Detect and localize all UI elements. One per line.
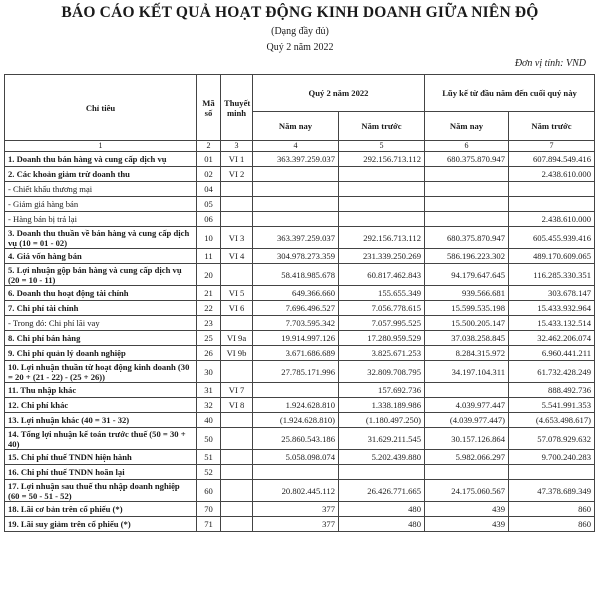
table-row bbox=[5, 316, 595, 331]
row-quarter-prior: 26.426.771.665 bbox=[339, 480, 425, 502]
row-label: 4. Giá vốn hàng bán bbox=[5, 249, 197, 264]
row-code: 32 bbox=[197, 398, 221, 413]
row-quarter-prior: 292.156.713.112 bbox=[339, 227, 425, 249]
row-quarter-current: 649.366.660 bbox=[253, 286, 339, 301]
row-ytd-current bbox=[425, 167, 509, 182]
row-quarter-prior: 5.202.439.880 bbox=[339, 450, 425, 465]
row-label: 3. Doanh thu thuần về bán hàng và cung cấp dịch vụ (10 = 01 - 02) bbox=[5, 227, 197, 249]
row-quarter-current: 20.802.445.112 bbox=[253, 480, 339, 502]
row-quarter-prior: (1.180.497.250) bbox=[339, 413, 425, 428]
row-label: 14. Tổng lợi nhuận kế toán trước thuế (50 = 30 + 40) bbox=[5, 428, 197, 450]
row-quarter-current bbox=[253, 465, 339, 480]
row-ytd-prior: 860 bbox=[509, 502, 595, 517]
row-quarter-prior: 231.339.250.269 bbox=[339, 249, 425, 264]
col-ytd-prior: Năm trước bbox=[509, 112, 595, 141]
report-period: Quý 2 năm 2022 bbox=[266, 42, 334, 53]
row-ytd-current: 30.157.126.864 bbox=[425, 428, 509, 450]
row-quarter-current: (1.924.628.810) bbox=[253, 413, 339, 428]
row-note bbox=[221, 428, 253, 450]
row-quarter-prior bbox=[339, 197, 425, 212]
row-quarter-prior: 1.338.189.986 bbox=[339, 398, 425, 413]
row-label: 10. Lợi nhuận thuần từ hoạt động kinh doanh (30 = 20 + (21 - 22) - (25 + 26)) bbox=[5, 361, 197, 383]
row-quarter-prior: 292.156.713.112 bbox=[339, 152, 425, 167]
table-row bbox=[5, 249, 595, 264]
row-ytd-current: 680.375.870.947 bbox=[425, 227, 509, 249]
col-quarter-prior: Năm trước bbox=[339, 112, 425, 141]
row-label: 11. Thu nhập khác bbox=[5, 383, 197, 398]
row-ytd-current bbox=[425, 182, 509, 197]
row-ytd-current: 439 bbox=[425, 502, 509, 517]
row-quarter-prior bbox=[339, 167, 425, 182]
row-ytd-current: 15.500.205.147 bbox=[425, 316, 509, 331]
row-ytd-prior: 489.170.609.065 bbox=[509, 249, 595, 264]
row-quarter-prior: 155.655.349 bbox=[339, 286, 425, 301]
table-row bbox=[5, 167, 595, 182]
row-quarter-current: 5.058.098.074 bbox=[253, 450, 339, 465]
table-row bbox=[5, 413, 595, 428]
row-code: 21 bbox=[197, 286, 221, 301]
row-quarter-prior: 17.280.959.529 bbox=[339, 331, 425, 346]
table-row bbox=[5, 197, 595, 212]
row-quarter-current: 25.860.543.186 bbox=[253, 428, 339, 450]
row-label: 1. Doanh thu bán hàng và cung cấp dịch vụ bbox=[5, 152, 197, 167]
col-ytd-current: Năm nay bbox=[425, 112, 509, 141]
row-quarter-prior: 7.056.778.615 bbox=[339, 301, 425, 316]
row-label: 15. Chi phí thuế TNDN hiện hành bbox=[5, 450, 197, 465]
row-note: VI 4 bbox=[221, 249, 253, 264]
row-label: - Chiết khấu thương mại bbox=[5, 182, 197, 197]
row-ytd-current: 4.039.977.447 bbox=[425, 398, 509, 413]
row-code: 31 bbox=[197, 383, 221, 398]
row-ytd-prior: 9.700.240.283 bbox=[509, 450, 595, 465]
table-row bbox=[5, 264, 595, 286]
table-row bbox=[5, 227, 595, 249]
row-quarter-prior: 480 bbox=[339, 502, 425, 517]
row-label: 13. Lợi nhuận khác (40 = 31 - 32) bbox=[5, 413, 197, 428]
row-code: 05 bbox=[197, 197, 221, 212]
row-ytd-prior bbox=[509, 465, 595, 480]
row-code: 26 bbox=[197, 346, 221, 361]
row-label: 9. Chi phí quản lý doanh nghiệp bbox=[5, 346, 197, 361]
row-ytd-current bbox=[425, 383, 509, 398]
row-quarter-current: 304.978.273.359 bbox=[253, 249, 339, 264]
row-label: 18. Lãi cơ bản trên cổ phiếu (*) bbox=[5, 502, 197, 517]
table-row bbox=[5, 398, 595, 413]
row-quarter-current: 377 bbox=[253, 517, 339, 532]
row-ytd-current bbox=[425, 465, 509, 480]
row-note bbox=[221, 480, 253, 502]
report-subtitle: (Dạng đầy đủ) bbox=[271, 26, 329, 37]
row-code: 20 bbox=[197, 264, 221, 286]
column-index: 1 bbox=[5, 141, 197, 152]
row-label: 12. Chi phí khác bbox=[5, 398, 197, 413]
row-code: 22 bbox=[197, 301, 221, 316]
row-label: 6. Doanh thu hoạt động tài chính bbox=[5, 286, 197, 301]
row-ytd-prior: 116.285.330.351 bbox=[509, 264, 595, 286]
row-code: 70 bbox=[197, 502, 221, 517]
row-quarter-current: 377 bbox=[253, 502, 339, 517]
row-code: 01 bbox=[197, 152, 221, 167]
row-code: 30 bbox=[197, 361, 221, 383]
col-thuyet-minh: Thuyết minh bbox=[221, 75, 253, 141]
row-note bbox=[221, 413, 253, 428]
row-quarter-prior: 7.057.995.525 bbox=[339, 316, 425, 331]
row-note bbox=[221, 361, 253, 383]
row-ytd-prior: 32.462.206.074 bbox=[509, 331, 595, 346]
col-group-ytd: Lũy kế từ đầu năm đến cuối quý này bbox=[425, 75, 595, 112]
col-ma-so: Mã số bbox=[197, 75, 221, 141]
table-row bbox=[5, 517, 595, 532]
row-ytd-prior: (4.653.498.617) bbox=[509, 413, 595, 428]
row-label: 16. Chi phí thuế TNDN hoãn lại bbox=[5, 465, 197, 480]
row-ytd-current: 8.284.315.972 bbox=[425, 346, 509, 361]
column-index: 7 bbox=[509, 141, 595, 152]
row-quarter-current: 7.703.595.342 bbox=[253, 316, 339, 331]
row-quarter-prior bbox=[339, 465, 425, 480]
table-row bbox=[5, 212, 595, 227]
row-ytd-current bbox=[425, 212, 509, 227]
row-ytd-prior: 5.541.991.353 bbox=[509, 398, 595, 413]
row-ytd-current: 94.179.647.645 bbox=[425, 264, 509, 286]
row-ytd-prior bbox=[509, 197, 595, 212]
row-note: VI 9b bbox=[221, 346, 253, 361]
row-ytd-current: 939.566.681 bbox=[425, 286, 509, 301]
row-label: - Hàng bán bị trả lại bbox=[5, 212, 197, 227]
column-index: 3 bbox=[221, 141, 253, 152]
row-note: VI 8 bbox=[221, 398, 253, 413]
row-note: VI 3 bbox=[221, 227, 253, 249]
row-note: VI 7 bbox=[221, 383, 253, 398]
table-row bbox=[5, 182, 595, 197]
column-index: 2 bbox=[197, 141, 221, 152]
row-quarter-current: 3.671.686.689 bbox=[253, 346, 339, 361]
row-quarter-current bbox=[253, 197, 339, 212]
row-note: VI 1 bbox=[221, 152, 253, 167]
row-quarter-current: 363.397.259.037 bbox=[253, 152, 339, 167]
report-title: BÁO CÁO KẾT QUẢ HOẠT ĐỘNG KINH DOANH GIỮA NIÊN ĐỘ bbox=[61, 4, 539, 21]
row-quarter-prior bbox=[339, 212, 425, 227]
row-note bbox=[221, 182, 253, 197]
row-note bbox=[221, 450, 253, 465]
row-code: 10 bbox=[197, 227, 221, 249]
row-quarter-current: 7.696.496.527 bbox=[253, 301, 339, 316]
table-row bbox=[5, 383, 595, 398]
table-row bbox=[5, 152, 595, 167]
row-code: 71 bbox=[197, 517, 221, 532]
row-ytd-current: 680.375.870.947 bbox=[425, 152, 509, 167]
row-note bbox=[221, 197, 253, 212]
table-row bbox=[5, 331, 595, 346]
row-ytd-current: 5.982.066.297 bbox=[425, 450, 509, 465]
row-label: 19. Lãi suy giảm trên cổ phiếu (*) bbox=[5, 517, 197, 532]
row-ytd-prior: 61.732.428.249 bbox=[509, 361, 595, 383]
table-row bbox=[5, 361, 595, 383]
row-label: 8. Chi phí bán hàng bbox=[5, 331, 197, 346]
row-ytd-prior: 6.960.441.211 bbox=[509, 346, 595, 361]
row-note bbox=[221, 212, 253, 227]
row-label: 7. Chi phí tài chính bbox=[5, 301, 197, 316]
row-quarter-prior: 60.817.462.843 bbox=[339, 264, 425, 286]
row-ytd-current: (4.039.977.447) bbox=[425, 413, 509, 428]
row-quarter-prior: 3.825.671.253 bbox=[339, 346, 425, 361]
row-note: VI 9a bbox=[221, 331, 253, 346]
row-quarter-current bbox=[253, 167, 339, 182]
currency-unit: Đơn vị tính: VND bbox=[514, 58, 586, 69]
table-row bbox=[5, 428, 595, 450]
row-quarter-current bbox=[253, 182, 339, 197]
column-index: 6 bbox=[425, 141, 509, 152]
row-quarter-current bbox=[253, 383, 339, 398]
header-row-1 bbox=[5, 75, 595, 112]
row-quarter-current: 19.914.997.126 bbox=[253, 331, 339, 346]
row-label: - Trong đó: Chi phí lãi vay bbox=[5, 316, 197, 331]
row-quarter-prior: 480 bbox=[339, 517, 425, 532]
col-group-quarter: Quý 2 năm 2022 bbox=[253, 75, 425, 112]
row-ytd-current: 34.197.104.311 bbox=[425, 361, 509, 383]
row-label: - Giảm giá hàng bán bbox=[5, 197, 197, 212]
row-label: 2. Các khoản giảm trừ doanh thu bbox=[5, 167, 197, 182]
row-quarter-current: 27.785.171.996 bbox=[253, 361, 339, 383]
row-code: 23 bbox=[197, 316, 221, 331]
row-note bbox=[221, 517, 253, 532]
row-code: 52 bbox=[197, 465, 221, 480]
row-quarter-prior: 31.629.211.545 bbox=[339, 428, 425, 450]
column-index-row bbox=[5, 141, 595, 152]
row-code: 51 bbox=[197, 450, 221, 465]
col-quarter-current: Năm nay bbox=[253, 112, 339, 141]
row-code: 25 bbox=[197, 331, 221, 346]
table-row bbox=[5, 450, 595, 465]
column-index: 5 bbox=[339, 141, 425, 152]
row-note bbox=[221, 465, 253, 480]
table-body bbox=[5, 152, 595, 532]
table-row bbox=[5, 465, 595, 480]
row-ytd-current: 24.175.060.567 bbox=[425, 480, 509, 502]
row-code: 60 bbox=[197, 480, 221, 502]
row-code: 04 bbox=[197, 182, 221, 197]
row-ytd-prior: 860 bbox=[509, 517, 595, 532]
row-ytd-prior: 303.678.147 bbox=[509, 286, 595, 301]
row-label: 5. Lợi nhuận gộp bán hàng và cung cấp dịch vụ (20 = 10 - 11) bbox=[5, 264, 197, 286]
table-row bbox=[5, 502, 595, 517]
row-note bbox=[221, 316, 253, 331]
row-code: 11 bbox=[197, 249, 221, 264]
row-ytd-prior: 605.455.939.416 bbox=[509, 227, 595, 249]
row-label: 17. Lợi nhuận sau thuế thu nhập doanh nghiệp (60 = 50 - 51 - 52) bbox=[5, 480, 197, 502]
table-row bbox=[5, 346, 595, 361]
table-row bbox=[5, 480, 595, 502]
row-quarter-prior bbox=[339, 182, 425, 197]
row-ytd-prior: 57.078.929.632 bbox=[509, 428, 595, 450]
row-ytd-prior bbox=[509, 182, 595, 197]
row-ytd-prior: 15.433.132.514 bbox=[509, 316, 595, 331]
row-ytd-prior: 2.438.610.000 bbox=[509, 167, 595, 182]
table-row bbox=[5, 301, 595, 316]
row-note bbox=[221, 502, 253, 517]
row-note: VI 5 bbox=[221, 286, 253, 301]
row-note bbox=[221, 264, 253, 286]
row-ytd-prior: 47.378.689.349 bbox=[509, 480, 595, 502]
row-quarter-prior: 32.809.708.795 bbox=[339, 361, 425, 383]
row-note: VI 2 bbox=[221, 167, 253, 182]
row-quarter-current: 363.397.259.037 bbox=[253, 227, 339, 249]
row-ytd-current: 439 bbox=[425, 517, 509, 532]
row-ytd-current: 586.196.223.302 bbox=[425, 249, 509, 264]
row-quarter-current: 1.924.628.810 bbox=[253, 398, 339, 413]
row-ytd-current: 15.599.535.198 bbox=[425, 301, 509, 316]
row-quarter-current: 58.418.985.678 bbox=[253, 264, 339, 286]
row-ytd-prior: 607.894.549.416 bbox=[509, 152, 595, 167]
row-code: 40 bbox=[197, 413, 221, 428]
table-row bbox=[5, 286, 595, 301]
row-note: VI 6 bbox=[221, 301, 253, 316]
col-chi-tieu: Chỉ tiêu bbox=[5, 75, 197, 141]
row-ytd-current bbox=[425, 197, 509, 212]
income-statement-table bbox=[4, 74, 595, 532]
row-quarter-prior: 157.692.736 bbox=[339, 383, 425, 398]
row-code: 50 bbox=[197, 428, 221, 450]
row-code: 06 bbox=[197, 212, 221, 227]
row-ytd-prior: 888.492.736 bbox=[509, 383, 595, 398]
row-ytd-prior: 15.433.932.964 bbox=[509, 301, 595, 316]
row-quarter-current bbox=[253, 212, 339, 227]
row-ytd-current: 37.038.258.845 bbox=[425, 331, 509, 346]
column-index: 4 bbox=[253, 141, 339, 152]
row-code: 02 bbox=[197, 167, 221, 182]
row-ytd-prior: 2.438.610.000 bbox=[509, 212, 595, 227]
